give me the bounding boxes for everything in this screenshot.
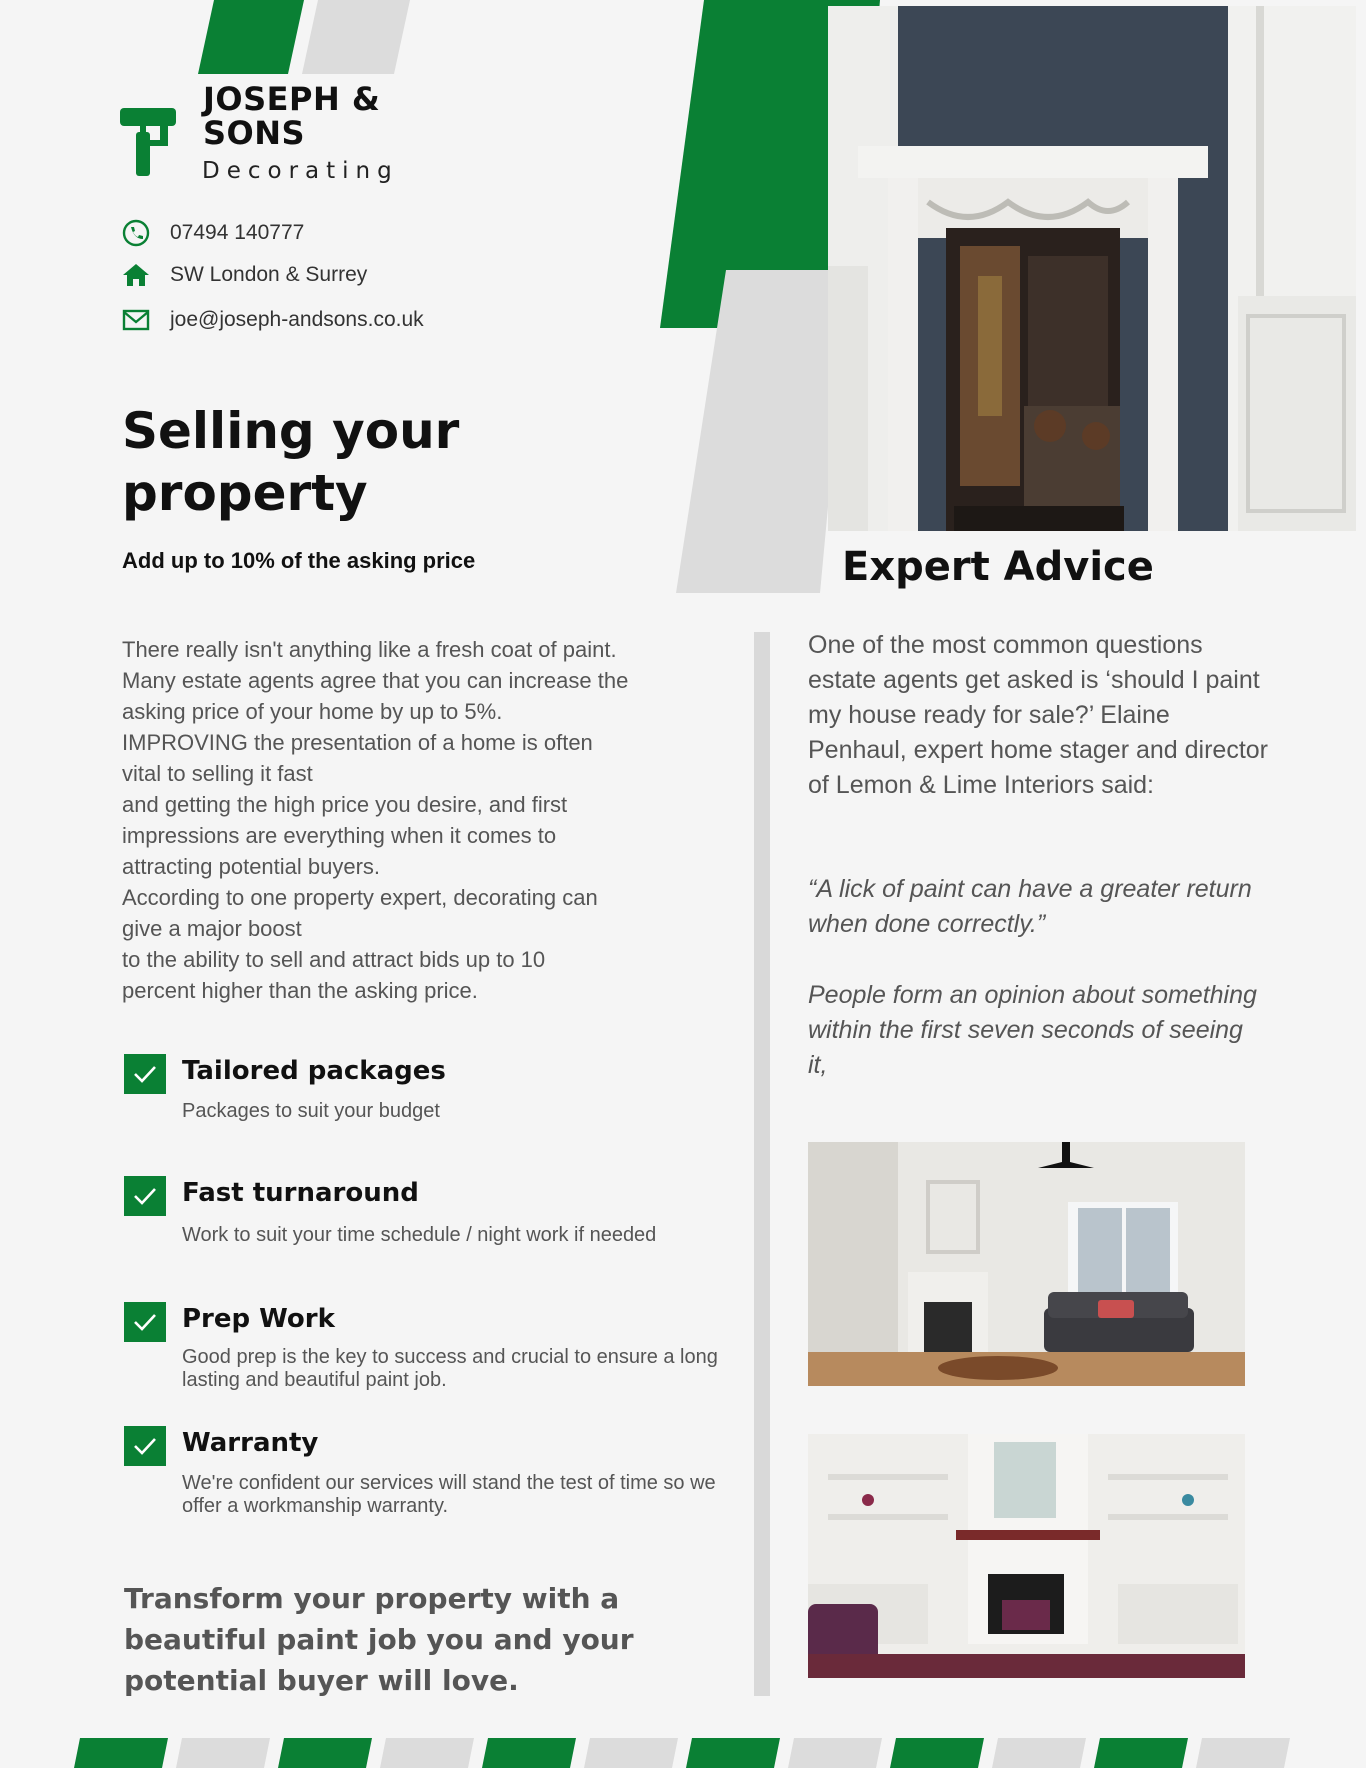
home-icon <box>120 261 152 289</box>
check-icon <box>124 1302 166 1342</box>
expert-quote: “A lick of paint can have a greater return when done correctly.” <box>808 875 1252 938</box>
living-room-photo <box>808 1142 1245 1386</box>
feature-desc: We're confident our services will stand the test of time so we offer a workmanship warranty. <box>182 1472 716 1517</box>
intro-line: According to one property expert, decorating can <box>122 885 598 910</box>
intro-line: IMPROVING the presentation of a home is often <box>122 730 593 755</box>
check-icon <box>124 1426 166 1466</box>
brand-name: JOSEPH & SONS <box>203 80 381 152</box>
intro-line: asking price of your home by up to 5%. <box>122 699 503 724</box>
intro-line: impressions are everything when it comes to <box>122 823 557 848</box>
envelope-icon <box>120 306 152 334</box>
intro-line: to the ability to sell and attract bids up to 10 <box>122 947 546 972</box>
feature-desc: Good prep is the key to success and crucial to ensure a long lasting and beautiful paint job. <box>182 1346 718 1391</box>
intro-line: attracting potential buyers. <box>122 854 381 879</box>
feature-desc: Work to suit your time schedule / night work if needed <box>182 1224 657 1246</box>
column-divider <box>754 632 770 1696</box>
expert-quote-2: People form an opinion about something within the first seven seconds of seeing it, <box>808 981 1257 1079</box>
email-text: joe@joseph-andsons.co.uk <box>170 308 424 331</box>
intro-text <box>122 634 682 1006</box>
page-subtitle: Add up to 10% of the asking price <box>122 548 476 573</box>
feature-title: Fast turnaround <box>182 1178 419 1208</box>
paint-roller-icon <box>120 108 180 185</box>
fireplace-photo <box>828 6 1356 531</box>
phone-text: 07494 140777 <box>170 221 305 244</box>
contact-email[interactable] <box>120 306 424 334</box>
check-icon <box>124 1176 166 1216</box>
intro-line: There really isn't anything like a fresh coat of paint. <box>122 637 617 662</box>
feature-title: Prep Work <box>182 1304 335 1334</box>
fireplace-shelves-photo <box>808 1434 1245 1678</box>
page-title: Selling your property <box>122 402 460 522</box>
expert-intro: One of the most common questions estate agents get asked is ‘should I paint my house ready for sale?’ Elaine Penhaul, expert home stager and director of Lemon & Lime Interiors said: <box>808 631 1268 799</box>
intro-line: Many estate agents agree that you can increase the <box>122 668 629 693</box>
intro-line: give a major boost <box>122 916 302 941</box>
intro-line: vital to selling it fast <box>122 761 313 786</box>
top-decoration <box>0 0 420 76</box>
intro-line: and getting the high price you desire, and first <box>122 792 568 817</box>
brand-tagline: Decorating <box>202 158 399 184</box>
feature-title: Warranty <box>182 1428 319 1458</box>
phone-icon <box>120 219 152 247</box>
contact-area <box>120 261 367 289</box>
closing-statement: Transform your property with a beautiful paint job you and your potential buyer will love. <box>124 1582 634 1697</box>
feature-title: Tailored packages <box>182 1056 446 1086</box>
area-text: SW London & Surrey <box>170 263 368 286</box>
contact-phone[interactable] <box>120 219 304 247</box>
intro-line: percent higher than the asking price. <box>122 978 478 1003</box>
bottom-decoration <box>0 1738 1366 1768</box>
check-icon <box>124 1054 166 1094</box>
expert-title: Expert Advice <box>842 544 1154 590</box>
feature-desc: Packages to suit your budget <box>182 1100 440 1122</box>
